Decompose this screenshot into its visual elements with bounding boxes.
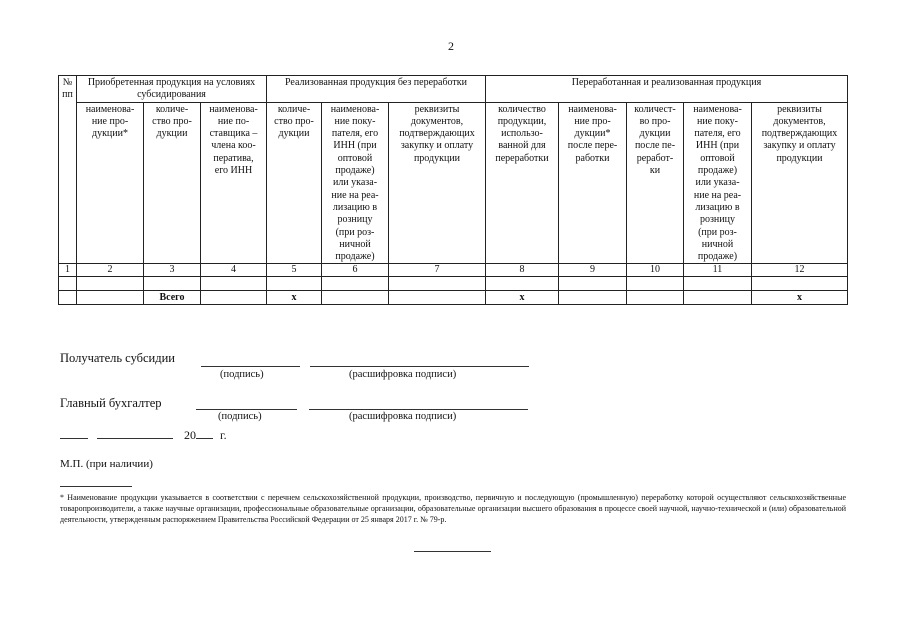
col-number-9: 9 <box>559 264 627 277</box>
col-number-2: 2 <box>77 264 144 277</box>
col-header-5: количе- ство про- дукции <box>267 102 322 264</box>
group-processed-header: Переработанная и реализованная продукция <box>486 76 848 103</box>
col-header-4: наименова- ние по- ставщика – члена коо- ператива, его ИНН <box>201 102 267 264</box>
date-year-prefix: 20 <box>184 428 196 442</box>
col-header-2: наименова- ние про- дукции* <box>77 102 144 264</box>
footnote-text: * Наименование продукции указывается в соответствии с перечнем сельскохозяйственной продукции, производство, первичную и последующую (промышленную) переработку которой осуществляют сельскохозяйственные товаропроизводители, а также научные организации, профессиональные образовательные организации, образовательные организации высшего образования в процессе своей научной, научно-технической и (или) образовательной деятельности, утвержденным распоряжением Правительства Российской Федерации от 25 января 2017 г. № 79-р. <box>60 493 846 524</box>
data-cell <box>389 277 486 291</box>
total-cell <box>627 291 684 305</box>
date-line <box>60 427 227 443</box>
total-cell <box>201 291 267 305</box>
recipient-label: Получатель субсидии <box>60 351 175 365</box>
col-header-12: реквизиты документов, подтверждающих закупку и оплату продукции <box>752 102 848 264</box>
recipient-decode-caption: (расшифровка подписи) <box>349 369 457 380</box>
data-cell <box>201 277 267 291</box>
col-number-11: 11 <box>684 264 752 277</box>
data-cell <box>486 277 559 291</box>
col-header-3: количе- ство про- дукции <box>144 102 201 264</box>
total-mark-col12: x <box>752 291 848 305</box>
col-number-4: 4 <box>201 264 267 277</box>
total-cell <box>322 291 389 305</box>
col-number-header: № пп <box>59 76 77 264</box>
col-number-6: 6 <box>322 264 389 277</box>
total-cell <box>389 291 486 305</box>
col-number-7: 7 <box>389 264 486 277</box>
stamp-place: М.П. (при наличии) <box>60 458 153 470</box>
recipient-signature-line[interactable] <box>201 366 300 367</box>
group-acquired-header: Приобретенная продукция на условиях субсидирования <box>77 76 267 103</box>
total-cell <box>684 291 752 305</box>
col-number-10: 10 <box>627 264 684 277</box>
col-number-5: 5 <box>267 264 322 277</box>
column-header-row <box>59 102 848 264</box>
date-day-field[interactable] <box>60 427 88 439</box>
end-of-page-rule <box>414 551 491 552</box>
empty-data-row <box>59 277 848 291</box>
col-header-9: наименова- ние про- дукции* после пере- работки <box>559 102 627 264</box>
col-number-1: 1 <box>59 264 77 277</box>
data-cell <box>627 277 684 291</box>
page-number: 2 <box>448 39 454 53</box>
subsidy-report-table <box>58 75 848 305</box>
accountant-name-line[interactable] <box>309 409 528 410</box>
accountant-label: Главный бухгалтер <box>60 396 162 410</box>
data-cell <box>59 277 77 291</box>
data-cell <box>752 277 848 291</box>
date-year-field[interactable] <box>196 427 213 439</box>
col-number-8: 8 <box>486 264 559 277</box>
col-header-6: наименова- ние поку- пателя, его ИНН (при оптовой продаже) или указа- ние на реа- лизацию в розницу (при роз- ничной продаже) <box>322 102 389 264</box>
total-mark-col5: x <box>267 291 322 305</box>
total-row <box>59 291 848 305</box>
col-number-12: 12 <box>752 264 848 277</box>
total-mark-col8: x <box>486 291 559 305</box>
date-year-suffix: г. <box>220 428 227 442</box>
date-month-field[interactable] <box>97 427 173 439</box>
data-cell <box>77 277 144 291</box>
accountant-sign-caption: (подпись) <box>218 411 262 422</box>
col-number-3: 3 <box>144 264 201 277</box>
accountant-decode-caption: (расшифровка подписи) <box>349 411 457 422</box>
recipient-name-line[interactable] <box>310 366 529 367</box>
footnote-separator <box>60 486 132 487</box>
col-header-8: количество продукции, использо- ванной для переработки <box>486 102 559 264</box>
col-header-10: количест- во про- дукции после пе- реработ- ки <box>627 102 684 264</box>
group-header-row <box>59 76 848 103</box>
total-label: Всего <box>144 291 201 305</box>
total-cell <box>77 291 144 305</box>
accountant-signature-line[interactable] <box>196 409 297 410</box>
col-header-11: наименова- ние поку- пателя, его ИНН (при оптовой продаже) или указа- ние на реа- лизацию в розницу (при роз- ничной продаже) <box>684 102 752 264</box>
data-cell <box>322 277 389 291</box>
data-cell <box>267 277 322 291</box>
col-header-7: реквизиты документов, подтверждающих закупку и оплату продукции <box>389 102 486 264</box>
total-cell <box>559 291 627 305</box>
column-number-row <box>59 264 848 277</box>
total-cell <box>59 291 77 305</box>
data-cell <box>559 277 627 291</box>
group-sold-header: Реализованная продукция без переработки <box>267 76 486 103</box>
data-cell <box>684 277 752 291</box>
data-cell <box>144 277 201 291</box>
recipient-sign-caption: (подпись) <box>220 369 264 380</box>
